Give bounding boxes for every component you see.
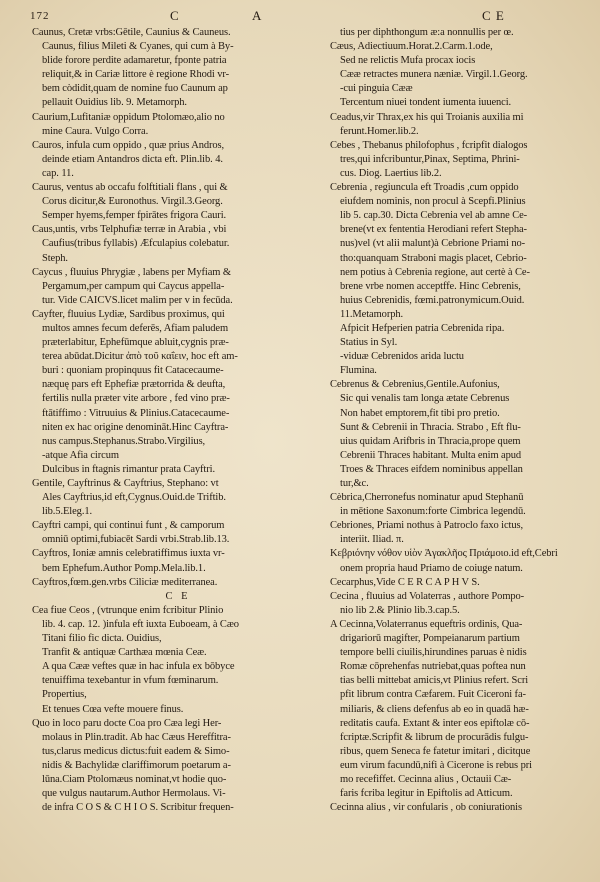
text-line: lib. 4. cap. 12. )infula eft iuxta Euboeam, à Cæo — [42, 618, 239, 630]
text-line: drigariorū magifter, Pompeianarum partium — [340, 633, 520, 645]
text-line: pfit librum contra Cæfarem. Fuit Ciceroni fa- — [340, 689, 526, 701]
text-line: Caunus, filius Mileti & Cyanes, qui cum à By- — [42, 41, 234, 53]
text-line: nidis & Bachylidæ clariffimorum poetarum a- — [42, 759, 231, 771]
text-line: lib.5.Eleg.1. — [42, 506, 93, 518]
text-line: Afpicit Hefperien patria Cebrenida ripa. — [340, 322, 505, 334]
text-line: omniū optimi,fubiacēt Sardi vrbi.Strab.lib.13. — [42, 534, 230, 546]
page-header — [30, 8, 582, 26]
text-line: Cææ retractes munera næniæ. Virgil.1.Georg. — [340, 69, 528, 81]
text-line: Non habet emptorem,fit tibi pro pretio. — [340, 407, 500, 419]
text-line: tres,qui infcribuntur,Pinax, Septima, Phrini- — [340, 153, 520, 165]
text-line: Cayftros, Ioniæ amnis celebratiffimus iuxta vr- — [32, 548, 225, 560]
text-line: Sic qui venalis tam longa ætate Cebrenus — [340, 393, 510, 405]
text-line: Cebrenii Thraces habitant. Multa enim apud — [340, 449, 522, 461]
text-line: reliquit,& in Cariæ littore è regione Rhodi vr- — [42, 69, 229, 81]
text-line: Caurus, ventus ab occafu folftitiali flans , qui & — [32, 182, 228, 194]
text-line: Cèbrica,Cherronefus nominatur apud Stephanū — [330, 492, 524, 504]
text-line: lib 5. cap.30. Dicta Cebrenia vel ab amne Ce- — [340, 210, 528, 222]
running-head-right: C E — [482, 8, 505, 23]
text-line: in mētione Saxonum:forte Cimbrica legendū. — [340, 506, 526, 518]
text-line: buri : quoniam propinquus fit Catacecaume- — [42, 365, 224, 377]
text-line: A qua Cææ veftes quæ in hac infula ex bōbyce — [42, 661, 235, 673]
text-line: næquę pars eft Ephefiæ prætorrida & deufta, — [42, 379, 226, 391]
text-line: deinde etiam Antandros dicta eft. Plin.lib. 4. — [42, 153, 223, 165]
text-line: eiufdem nominis, non procul à Scepfi.Plinius — [340, 196, 526, 208]
text-line: Troes & Thraces eifdem nominibus appellan — [340, 463, 523, 475]
text-line: ribus, quem Seneca fe fatetur imitari , dicitque — [340, 745, 531, 757]
text-line: Cayfter, fluuius Lydiæ, Sardibus proximus, qui — [32, 308, 225, 320]
text-line: Titani filio fic dicta. Ouidius, — [42, 633, 162, 645]
text-line: tur. Vide CAICVS.licet malim per v in fecūda. — [42, 294, 233, 306]
text-line: Cebrenus & Cebrenius,Gentile.Aufonius, — [330, 379, 500, 391]
text-line: -viduæ Cebrenidos arida luctu — [340, 351, 464, 363]
text-line: præterlabitur, Ephefūmque abluit,cygnis præ- — [42, 337, 229, 349]
text-line: Κεβριόνην νόθον υἱὸν Ἀγακλῆος Πριάμοιο.id eft,Cebri — [330, 548, 558, 560]
text-line: tius per diphthongum æ:a nonnullis per œ. — [340, 27, 514, 38]
text-line: Cebriones, Priami nothus à Patroclo faxo ictus, — [330, 520, 524, 532]
text-line: nus campus.Stephanus.Strabo.Virgilius, — [42, 435, 206, 447]
text-line: Caunus, Cretæ vrbs:Gētile, Caunius & Cauneus. — [32, 27, 231, 38]
text-line: reditatis caufa. Extant & inter eos epiftolæ cō- — [340, 717, 530, 729]
text-line: mo recefiffet. Cecinna alius , Octauii Cæ- — [340, 773, 512, 785]
text-line: Corus dicitur,& Euronothus. Virgil.3.Georg. — [42, 196, 223, 208]
text-line: Caufius(tribus fyllabis) Æfculapius colebatur. — [42, 238, 230, 250]
text-line: Cæus, Adiectiuum.Horat.2.Carm.1.ode, — [330, 41, 493, 53]
text-line: Cecina , fluuius ad Volaterras , authore Pompo- — [330, 590, 525, 602]
text-line: cap. 11. — [42, 167, 74, 179]
text-line: Caurium,Lufitaniæ oppidum Ptolomæo,alio no — [32, 111, 225, 123]
text-line: lūna.Ciam Ptolomæus nominat,vt hodie quo- — [42, 773, 227, 785]
text-line: brene(vt ex fententia Herodiani refert Stepha- — [340, 224, 527, 236]
text-line: fcriptæ.Scripfit & librum de procurādis fulgu- — [340, 731, 529, 743]
text-line: ferunt.Homer.lib.2. — [340, 125, 419, 137]
text-line: Dulcibus in ftagnis rimantur prata Cayftri. — [42, 463, 215, 475]
text-line: eum virum facundū,nifi à Cicerone is rebus pri — [340, 759, 532, 771]
text-line: ftātiffimo : Vitruuius & Plinius.Catacecaume- — [42, 407, 230, 419]
text-line: Caycus , fluuius Phrygiæ , labens per Myfiam & — [32, 266, 231, 278]
text-line: tempore belli ciuilis,hirundines paruas è nidis — [340, 647, 527, 659]
text-line: Steph. — [42, 252, 68, 264]
left-text-column — [32, 26, 324, 815]
text-line: brene vrbe nomen acceptffe. Hinc Cebrenis, — [340, 280, 521, 292]
text-line: Cea fiue Ceos , (vtrunque enim fcribitur Plinio — [32, 604, 224, 616]
text-line: Gentile, Cayftrinus & Cayftrius, Stephano: vt — [32, 478, 219, 489]
text-line: Cauros, infula cum oppido , quæ prius Andros, — [32, 139, 225, 151]
text-line: Et tenues Cœa vefte mouere finus. — [42, 703, 184, 715]
text-line: faris fcriba legitur in Epiftolis ad Atticum. — [340, 788, 513, 800]
text-line: Flumina. — [340, 365, 377, 377]
text-line: Tranfit & antiquæ Carthæa mœnia Ceæ. — [42, 647, 207, 659]
text-line: Pergamum,per campum qui Caycus appella- — [42, 280, 225, 292]
text-line: niten ex hac origine denomināt.Hinc Cayftra- — [42, 421, 229, 433]
text-line: Propertius, — [42, 689, 87, 701]
text-line: Ales Cayftrius,id eft,Cygnus.Ouid.de Triftib. — [42, 492, 226, 504]
text-line: Statius in Syl. — [340, 337, 398, 349]
text-line: Cayftri campi, qui continui funt , & camporum — [32, 520, 225, 532]
text-line: molaus in Plin.tradit. Ab hac Cæus Hereffitra- — [42, 731, 231, 743]
text-line: Sed ne relictis Mufa procax iocis — [340, 55, 476, 67]
text-line: interiit. Iliad. π. — [340, 534, 404, 546]
text-line: Romæ cōprehenfas nutriebat,quas poftea nun — [340, 661, 526, 673]
text-line: Cayftros,fœm.gen.vrbs Ciliciæ mediterranea. — [32, 576, 218, 588]
right-text-column — [330, 26, 592, 815]
text-line: Cebes , Thebanus philofophus , fcripfit dialogos — [330, 139, 528, 151]
text-line: tho:quanquam Straboni magis placet, Cebrio- — [340, 252, 527, 264]
text-line: miliaris, & cliens defenfus ab eo in quadā hæ- — [340, 703, 529, 715]
text-line: Cecarphus,Vide C E R C A P H V S. — [330, 576, 480, 588]
text-line: -cui pinguia Cææ — [340, 83, 413, 95]
text-line: C E — [165, 590, 191, 602]
text-line: nus)vel (vt alii malunt)à Cebrione Priami no- — [340, 238, 526, 250]
text-line: bem còdidit,quam de nomine fuo Caunum ap — [42, 83, 228, 95]
text-line: fertilis nulla præter vite arbore , fed vino præ- — [42, 393, 230, 405]
text-line: Cecinna alius , vir confularis , ob coniurationis — [330, 802, 522, 814]
text-line: huius Cebrenidis, fœmi.patronymicum.Ouid. — [340, 294, 525, 306]
text-line: Tercentum niuei tondent iumenta iuuenci. — [340, 97, 512, 109]
text-line: Ceadus,vir Thrax,ex his qui Troianis auxilia mi — [330, 111, 524, 123]
text-line: que vulgus nautarum.Author Hermolaus. Vi- — [42, 788, 226, 800]
text-line: terea abūdat.Dicitur ἀπὸ τοῦ καΐειν, hoc eft am- — [42, 351, 238, 363]
running-head-mid: A — [252, 8, 263, 23]
text-line: pellauit Ouidius lib. 9. Metamorph. — [42, 97, 187, 109]
text-line: Semper hyems,femper fpirātes frigora Cauri. — [42, 210, 227, 222]
text-line: Cebrenia , regiuncula eft Troadis ,cum oppido — [330, 182, 519, 194]
text-line: 11.Metamorph. — [340, 308, 404, 320]
text-line: nem potius à Cebrenia regione, aut certè à Ce- — [340, 266, 530, 278]
text-line: blide forore perdite adamaretur, fponte patria — [42, 55, 227, 67]
text-line: tenuiffima texebantur in vfum fœminarum. — [42, 675, 219, 687]
text-line: A Cecinna,Volaterranus equeftris ordinis, Qua- — [330, 618, 523, 630]
text-line: tias belli mittebat amicis,vt Plinius refert. Scri — [340, 675, 529, 687]
text-line: nio lib 2.& Plinio lib.3.cap.5. — [340, 604, 460, 616]
text-line: multos amnes fecum deferēs, Afiam paludem — [42, 322, 229, 334]
text-line: de infra C O S & C H I O S. Scribitur frequen- — [42, 802, 234, 814]
page-number: 172 — [30, 10, 50, 22]
text-line: uius quidam Arifbris in Thracia,prope quem — [340, 435, 521, 447]
text-line: Sunt & Cebrenii in Thracia. Strabo , Eft flu- — [340, 421, 521, 433]
text-line: mine Caura. Vulgo Corra. — [42, 125, 149, 137]
text-line: bem Ephefum.Author Pomp.Mela.lib.1. — [42, 562, 206, 574]
text-line: cus. Diog. Laertius lib.2. — [340, 167, 442, 179]
text-line: tus,clarus medicus dictus:fuit eadem & Simo- — [42, 745, 230, 757]
text-line: tur,&c. — [340, 478, 369, 489]
text-line: Caus,untis, vrbs Telphufiæ terræ in Arabia , vbi — [32, 224, 227, 236]
text-line: onem propria haud Priamo de coiuge natum. — [340, 562, 523, 574]
text-line: -atque Afia circum — [42, 449, 119, 461]
running-head-left: C — [170, 8, 180, 23]
text-line: Quo in loco paru docte Coa pro Cæa legi Her- — [32, 717, 222, 729]
